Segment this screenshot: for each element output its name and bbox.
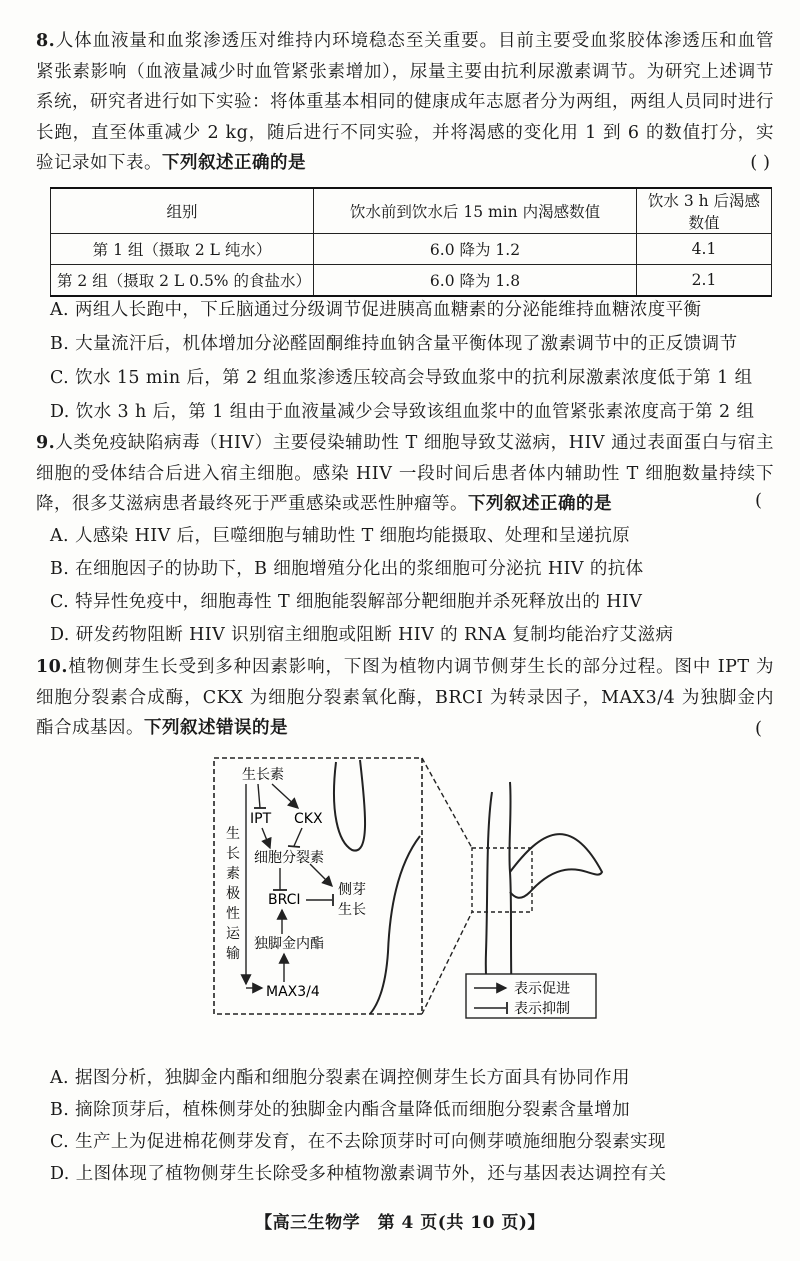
q10-answer-bracket: (	[754, 718, 762, 739]
table-cell: 第 1 组（摄取 2 L 纯水）	[51, 234, 314, 265]
transport-char: 生	[226, 826, 240, 842]
diagram-frame	[214, 758, 422, 1014]
q9-question: 下列叙述正确的是	[468, 494, 612, 514]
q9-number: 9.	[36, 433, 56, 453]
q8-stem: 人体血液量和血浆渗透压对维持内环境稳态至关重要。目前主要受血浆胶体渗透压和血管紧张素影响（血液量减少时血管紧张素增加），尿量主要由抗利尿激素调节。为研究上述调节系统，研究者进行如下实验：将体重基本相同的健康成年志愿者分为两组，两组人员同时进行长跑，直至体重减少 2 kg，随后进行不同实验，并将渴感的变化用 1 到 6 的数值打分，实验记录如下表。	[36, 31, 774, 173]
table-cell: 6.0 降为 1.2	[314, 234, 637, 265]
node-ckx: CKX	[294, 811, 323, 827]
edge-ckx-cytokinin-bar	[288, 846, 300, 847]
table-cell: 第 2 组（摄取 2 L 0.5% 的食盐水）	[51, 265, 314, 297]
transport-char: 运	[226, 926, 240, 942]
q9-option-b: B. 在细胞因子的协助下，B 细胞增殖分化出的浆细胞可分泌抗 HIV 的抗体	[50, 559, 644, 579]
q8-table	[50, 187, 772, 297]
node-brci: BRCI	[268, 892, 301, 908]
q10-stem-block	[36, 652, 774, 744]
q10-option-d: D. 上图体现了植物侧芽生长除受多种植物激素调节外，还与基因表达调控有关	[50, 1164, 667, 1184]
node-cytokinin: 细胞分裂素	[254, 850, 324, 866]
q10-regulation-diagram	[210, 752, 610, 1024]
edge-ipt-cytokinin	[262, 828, 270, 848]
lateral-branch	[510, 834, 602, 898]
node-bud-growth-1: 侧芽	[338, 882, 366, 898]
table-row	[51, 265, 772, 297]
edge-cytokinin-bud	[310, 864, 332, 886]
q8-question: 下列叙述正确的是	[162, 153, 306, 173]
q8-stem-block	[36, 26, 774, 179]
q10-number: 10.	[36, 657, 68, 677]
q8-answer-bracket: ( )	[750, 152, 770, 173]
edge-ckx-cytokinin	[294, 828, 302, 846]
node-auxin: 生长素	[242, 767, 284, 783]
legend-inhibit-label: 表示抑制	[514, 1001, 570, 1017]
table-cell: 4.1	[637, 234, 772, 265]
transport-char: 素	[226, 866, 240, 882]
transport-char: 极	[226, 886, 240, 902]
transport-char: 长	[226, 846, 240, 862]
bud-outline	[334, 760, 365, 851]
q8-option-c: C. 饮水 15 min 后，第 2 组血浆渗透压较高会导致血浆中的抗利尿激素浓度低于第 1 组	[50, 368, 753, 388]
table-header: 饮水 3 h 后渴感数值	[637, 188, 772, 234]
q9-option-a: A. 人感染 HIV 后，巨噬细胞与辅助性 T 细胞均能摄取、处理和呈递抗原	[50, 526, 631, 546]
node-ipt: IPT	[250, 811, 272, 827]
legend-promote-label: 表示促进	[514, 981, 570, 997]
q10-stem: 植物侧芽生长受到多种因素影响，下图为植物内调节侧芽生长的部分过程。图中 IPT 为细胞分裂素合成酶，CKX 为细胞分裂素氧化酶，BRCI 为转录因子，MAX3/4 为独脚金内酯合成基因。	[36, 657, 774, 738]
node-max: MAX3/4	[266, 984, 320, 1000]
q9-stem-block	[36, 428, 774, 520]
table-header: 组别	[51, 188, 314, 234]
transport-char: 输	[226, 946, 240, 962]
q9-option-c: C. 特异性免疫中，细胞毒性 T 细胞能裂解部分靶细胞并杀死释放出的 HIV	[50, 592, 643, 612]
q10-question: 下列叙述错误的是	[144, 718, 288, 738]
q9-option-d: D. 研发药物阻断 HIV 识别宿主细胞或阻断 HIV 的 RNA 复制均能治疗艾滋病	[50, 625, 674, 645]
table-row	[51, 234, 772, 265]
edge-auxin-ipt	[258, 784, 260, 808]
node-bud-growth-2: 生长	[338, 902, 366, 918]
zoom-line	[422, 758, 472, 848]
q8-option-d: D. 饮水 3 h 后，第 1 组由于血液量减少会导致该组血浆中的血管紧张素浓度高于第 2 组	[50, 402, 755, 422]
table-header-row	[51, 188, 772, 234]
q8-option-a: A. 两组人长跑中，下丘脑通过分级调节促进胰高血糖素的分泌能维持血糖浓度平衡	[50, 300, 702, 320]
transport-char: 性	[226, 906, 240, 922]
page-footer: 【高三生物学 第 4 页(共 10 页)】	[255, 1213, 545, 1233]
table-cell: 2.1	[637, 265, 772, 297]
edge-auxin-ckx	[272, 784, 298, 808]
q9-answer-bracket: (	[754, 490, 762, 511]
q8-option-b: B. 大量流汗后，机体增加分泌醛固酮维持血钠含量平衡体现了激素调节中的正反馈调节	[50, 334, 738, 354]
q10-option-c: C. 生产上为促进棉花侧芽发育，在不去除顶芽时可向侧芽喷施细胞分裂素实现	[50, 1132, 666, 1152]
zoom-line	[422, 912, 472, 1014]
q9-stem: 人类免疫缺陷病毒（HIV）主要侵染辅助性 T 细胞导致艾滋病，HIV 通过表面蛋白与宿主细胞的受体结合后进入宿主细胞。感染 HIV 一段时间后患者体内辅助性 T 细胞数量持续下降，很多艾滋病患者最终死于严重感染或恶性肿瘤等。	[36, 433, 774, 514]
q10-option-b: B. 摘除顶芽后，植株侧芽处的独脚金内酯含量降低而细胞分裂素含量增加	[50, 1100, 631, 1120]
table-cell: 6.0 降为 1.8	[314, 265, 637, 297]
stem-outline	[370, 836, 420, 1014]
q10-option-a: A. 据图分析，独脚金内酯和细胞分裂素在调控侧芽生长方面具有协同作用	[50, 1068, 630, 1088]
node-strigolactone: 独脚金内酯	[254, 936, 324, 952]
table-header: 饮水前到饮水后 15 min 内渴感数值	[314, 188, 637, 234]
q8-number: 8.	[36, 31, 56, 51]
